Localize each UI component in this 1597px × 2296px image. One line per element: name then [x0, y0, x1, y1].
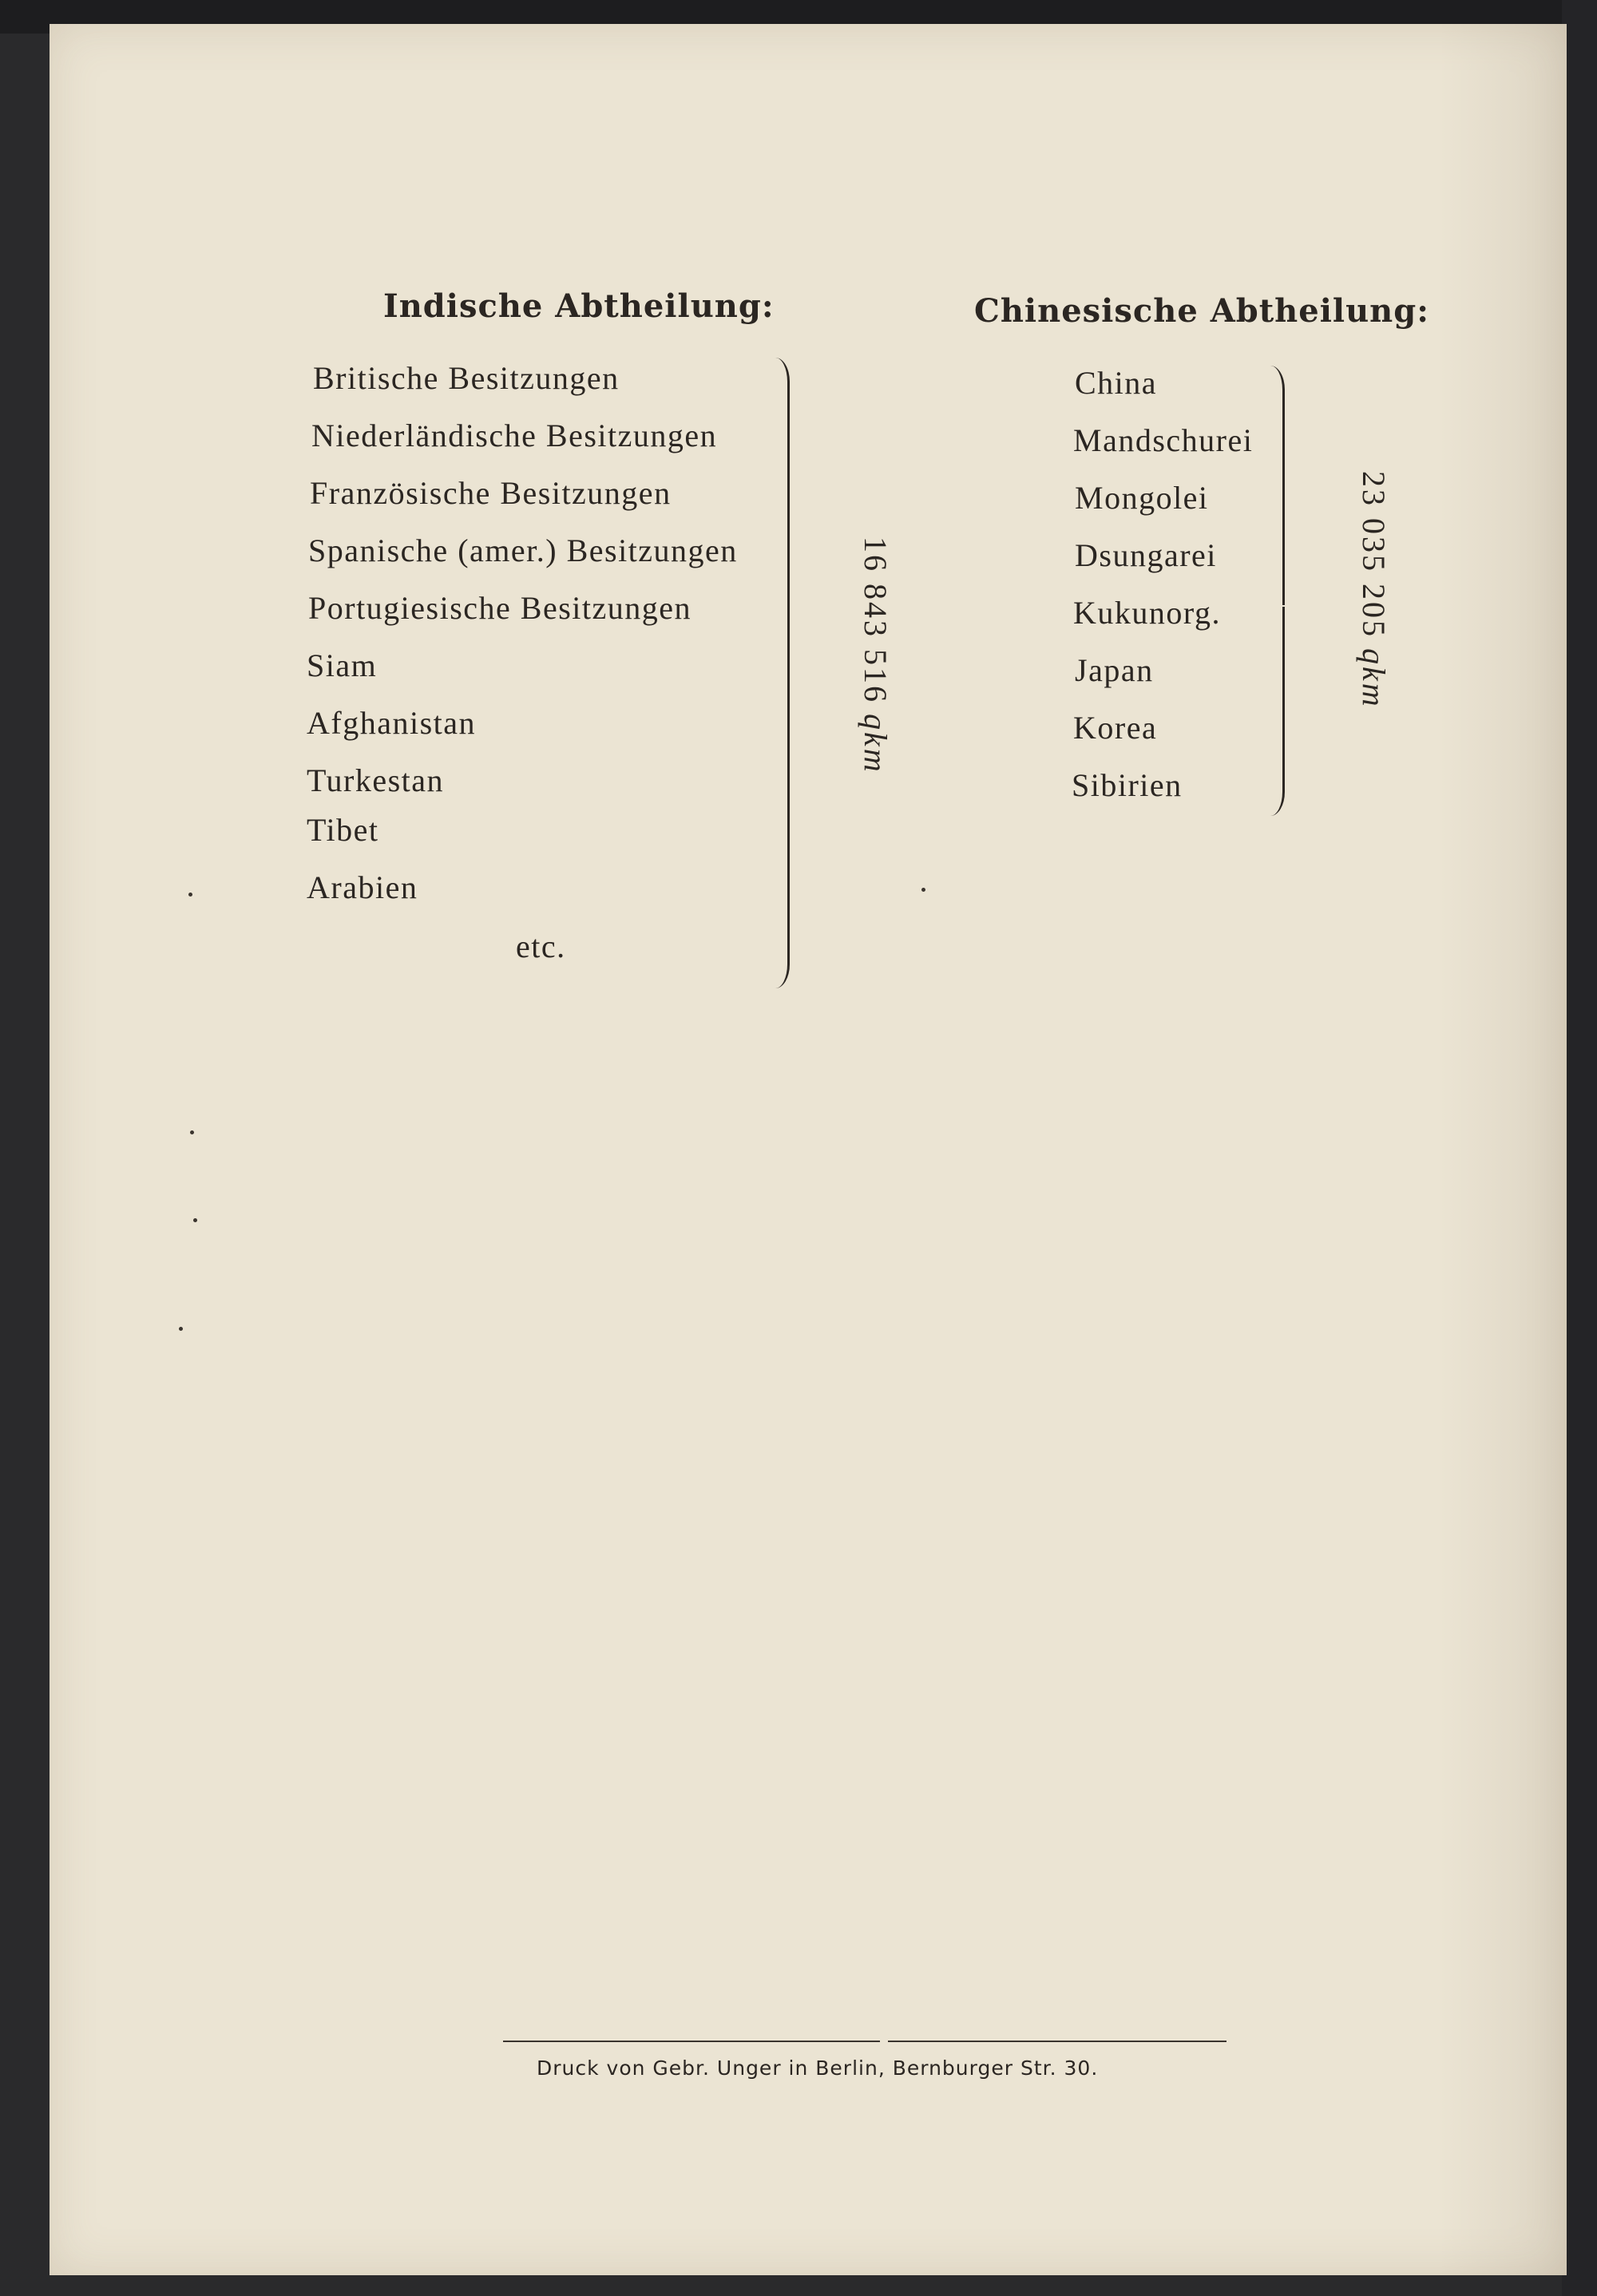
ink-speck: [179, 1327, 183, 1331]
left-list-item: Siam: [307, 647, 378, 683]
left-list-item: Tibet: [307, 812, 379, 848]
left-list-item: Turkestan: [307, 762, 445, 798]
right-list-item: China: [1075, 365, 1158, 401]
left-area-value: 16 843 516: [858, 536, 894, 704]
right-area-value: 23 035 205: [1356, 471, 1392, 639]
left-list-item: Britische Besitzungen: [313, 360, 620, 396]
right-list-item: Mandschurei: [1073, 422, 1254, 458]
left-area-unit: qkm: [858, 714, 894, 774]
right-list-item: Mongolei: [1075, 480, 1209, 516]
left-list-item: Niederländische Besitzungen: [311, 418, 718, 453]
ink-speck: [921, 888, 925, 892]
left-list-item: Arabien: [307, 869, 418, 905]
right-list-item: Dsungarei: [1075, 537, 1217, 573]
page-shadow: [1439, 24, 1567, 2275]
left-brace-lower: [771, 661, 790, 988]
left-list-item: Französische Besitzungen: [310, 475, 672, 511]
ink-speck: [190, 1130, 194, 1134]
ink-speck: [193, 1218, 197, 1222]
book-cover-edge: [1562, 0, 1597, 2296]
left-brace-upper: [771, 358, 790, 661]
left-list-item: Portugiesische Besitzungen: [308, 590, 692, 626]
right-list-item: Korea: [1073, 710, 1158, 746]
right-brace-upper: [1268, 366, 1285, 605]
left-list-item: Afghanistan: [307, 705, 477, 741]
left-list-item: Spanische (amer.) Besitzungen: [308, 532, 738, 568]
left-area-total: [857, 536, 894, 774]
footer-rule-right: [888, 2041, 1226, 2042]
right-area-unit: qkm: [1356, 648, 1392, 709]
right-section-heading: Chinesische Abtheilung:: [974, 292, 1429, 330]
right-brace-lower: [1268, 607, 1285, 816]
right-list-item: Kukunorg.: [1073, 595, 1221, 631]
right-area-total: [1355, 471, 1393, 709]
left-section-heading: Indische Abtheilung:: [383, 287, 775, 325]
right-list-item: Japan: [1075, 652, 1154, 688]
document-page: [50, 24, 1567, 2275]
footer-rule-left: [503, 2041, 880, 2042]
right-list-item: Sibirien: [1072, 767, 1183, 803]
printer-imprint: Druck von Gebr. Unger in Berlin, Bernburger Str. 30.: [537, 2057, 1099, 2080]
left-list-item: etc.: [516, 928, 566, 964]
ink-speck: [188, 893, 192, 897]
